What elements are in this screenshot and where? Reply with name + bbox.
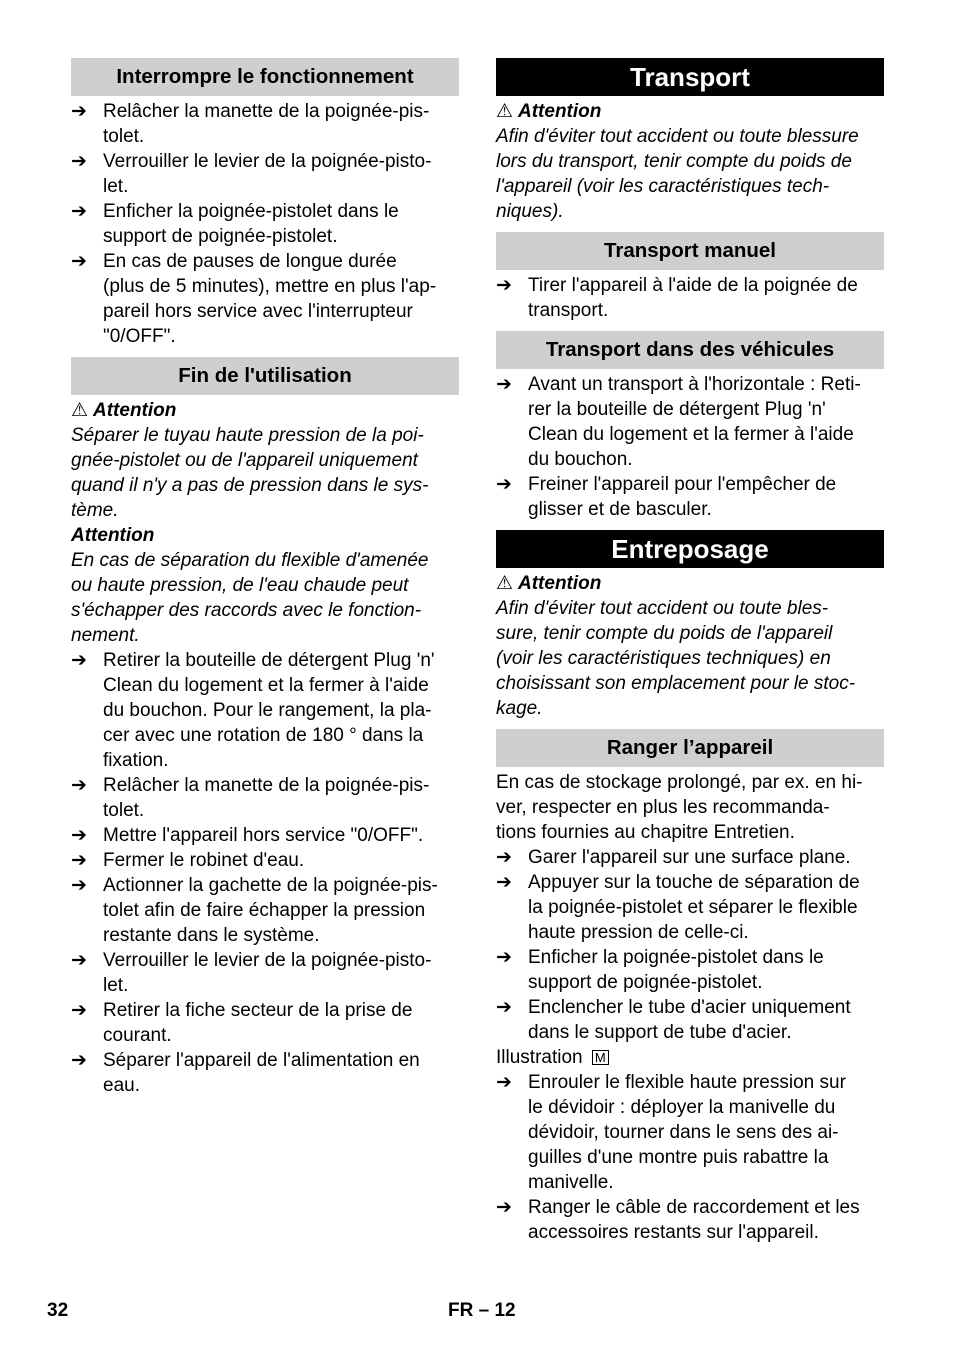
heading-transport: Transport xyxy=(496,58,884,96)
list-item-text: Enrouler le flexible haute pression sur le dévidoir : déployer la manivelle du dévidoir, tourner dans le sens des ai- guilles d'une montre puis rabattre la manivelle. xyxy=(528,1072,846,1193)
arrow-right-icon: ➔ xyxy=(71,1000,87,1021)
arrow-right-icon: ➔ xyxy=(496,1072,512,1093)
steps-interrompre xyxy=(71,99,459,349)
steps-ranger-b xyxy=(496,1070,884,1245)
steps-transport-manuel xyxy=(496,273,884,323)
list-item xyxy=(496,1070,884,1195)
list-item-text: Séparer l'appareil de l'alimentation en eau. xyxy=(103,1050,420,1096)
arrow-right-icon: ➔ xyxy=(496,947,512,968)
list-item xyxy=(496,995,884,1045)
warning-text-1: Séparer le tuyau haute pression de la poi- gnée-pistolet ou de l'appareil uniquement quand il n'y a pas de pression dans le sys- tème. xyxy=(71,425,429,521)
list-item-text: En cas de pauses de longue durée (plus de 5 minutes), mettre en plus l'ap- pareil hors service avec l'interrupteur "0/OFF". xyxy=(103,251,437,347)
heading-ranger: Ranger l’appareil xyxy=(496,729,884,767)
heading-entreposage: Entreposage xyxy=(496,530,884,568)
steps-transport-vehicules xyxy=(496,372,884,522)
warning-attention-transport xyxy=(496,99,884,124)
list-item-text: Mettre l'appareil hors service "0/OFF". xyxy=(103,825,424,846)
warning-attention-entreposage xyxy=(496,571,884,596)
warning-text-transport: Afin d'éviter tout accident ou toute blessure lors du transport, tenir compte du poids de l'appareil (voir les caractéristiques tech- niques). xyxy=(496,126,859,222)
arrow-right-icon: ➔ xyxy=(71,251,87,272)
list-item-text: Fermer le robinet d'eau. xyxy=(103,850,305,871)
list-item-text: Garer l'appareil sur une surface plane. xyxy=(528,847,851,868)
illustration-letter: M xyxy=(592,1050,609,1065)
list-item xyxy=(71,848,459,873)
list-item-text: Relâcher la manette de la poignée-pis- tolet. xyxy=(103,101,430,147)
list-item xyxy=(71,773,459,823)
heading-transport-vehicules: Transport dans des véhicules xyxy=(496,331,884,369)
arrow-right-icon: ➔ xyxy=(71,825,87,846)
arrow-right-icon: ➔ xyxy=(71,101,87,122)
list-item-text: Ranger le câble de raccordement et les accessoires restants sur l'appareil. xyxy=(528,1197,860,1243)
list-item-text: Verrouiller le levier de la poignée-pisto- let. xyxy=(103,151,432,197)
arrow-right-icon: ➔ xyxy=(496,275,512,296)
list-item-text: Verrouiller le levier de la poignée-pisto- let. xyxy=(103,950,432,996)
heading-interrompre: Interrompre le fonctionnement xyxy=(71,58,459,96)
list-item-text: Appuyer sur la touche de séparation de la poignée-pistolet et séparer le flexible haute pression de celle-ci. xyxy=(528,872,860,943)
steps-fin-utilisation xyxy=(71,648,459,1098)
list-item xyxy=(496,273,884,323)
warning-label: Attention xyxy=(93,400,177,421)
list-item-text: Tirer l'appareil à l'aide de la poignée de transport. xyxy=(528,275,858,321)
arrow-right-icon: ➔ xyxy=(71,850,87,871)
list-item-text: Avant un transport à l'horizontale : Reti- rer la bouteille de détergent Plug 'n' Clean du logement et la fermer à l'aide du bouchon. xyxy=(528,374,861,470)
arrow-right-icon: ➔ xyxy=(71,875,87,896)
warning-label-2: Attention xyxy=(71,525,155,546)
page-number: 32 xyxy=(47,1300,69,1321)
warning-attention-1 xyxy=(71,398,459,423)
list-item-text: Actionner la gachette de la poignée-pis- tolet afin de faire échapper la pression restante dans le système. xyxy=(103,875,438,946)
list-item-text: Relâcher la manette de la poignée-pis- tolet. xyxy=(103,775,430,821)
arrow-right-icon: ➔ xyxy=(496,872,512,893)
list-item-text: Enficher la poignée-pistolet dans le support de poignée-pistolet. xyxy=(528,947,824,993)
list-item-text: Retirer la fiche secteur de la prise de courant. xyxy=(103,1000,413,1046)
arrow-right-icon: ➔ xyxy=(71,775,87,796)
illustration-label: Illustration xyxy=(496,1047,583,1068)
heading-transport-manuel: Transport manuel xyxy=(496,232,884,270)
list-item-text: Freiner l'appareil pour l'empêcher de glisser et de basculer. xyxy=(528,474,837,520)
arrow-right-icon: ➔ xyxy=(71,201,87,222)
warning-text-2: En cas de séparation du flexible d'amenée ou haute pression, de l'eau chaude peut s'échapper des raccords avec le fonction- nement. xyxy=(71,550,429,646)
list-item xyxy=(496,472,884,522)
list-item-text: Retirer la bouteille de détergent Plug 'n' Clean du logement et la fermer à l'aide du bouchon. Pour le rangement, la pla- cer avec une rotation de 180 ° dans la fixation. xyxy=(103,650,435,771)
list-item xyxy=(71,998,459,1048)
heading-fin-utilisation: Fin de l'utilisation xyxy=(71,357,459,395)
list-item xyxy=(71,99,459,149)
list-item xyxy=(496,845,884,870)
arrow-right-icon: ➔ xyxy=(496,1197,512,1218)
warning-text-entreposage: Afin d'éviter tout accident ou toute bles- sure, tenir compte du poids de l'appareil (voir les caractéristiques techniques) en choisissant son emplacement pour le stoc- kage. xyxy=(496,598,856,719)
warning-label: Attention xyxy=(518,101,602,122)
arrow-right-icon: ➔ xyxy=(496,474,512,495)
arrow-right-icon: ➔ xyxy=(71,950,87,971)
list-item xyxy=(496,372,884,472)
list-item-text: Enclencher le tube d'acier uniquement dans le support de tube d'acier. xyxy=(528,997,851,1043)
list-item-text: Enficher la poignée-pistolet dans le support de poignée-pistolet. xyxy=(103,201,399,247)
arrow-right-icon: ➔ xyxy=(71,151,87,172)
ranger-intro: En cas de stockage prolongé, par ex. en hi- ver, respecter en plus les recommanda- tions fournies au chapitre Entretien. xyxy=(496,772,863,843)
warning-label: Attention xyxy=(518,573,602,594)
arrow-right-icon: ➔ xyxy=(71,650,87,671)
right-column xyxy=(496,58,884,1245)
list-item xyxy=(71,873,459,948)
list-item xyxy=(71,249,459,349)
left-column xyxy=(71,58,459,1098)
arrow-right-icon: ➔ xyxy=(496,374,512,395)
steps-ranger-a xyxy=(496,845,884,1045)
page-locale-number: FR – 12 xyxy=(448,1300,516,1321)
list-item xyxy=(496,870,884,945)
list-item xyxy=(71,1048,459,1098)
list-item xyxy=(496,945,884,995)
warning-triangle-icon: ⚠ xyxy=(71,400,89,421)
illustration-ref xyxy=(496,1045,884,1070)
warning-triangle-icon: ⚠ xyxy=(496,101,514,122)
arrow-right-icon: ➔ xyxy=(496,847,512,868)
list-item xyxy=(71,823,459,848)
arrow-right-icon: ➔ xyxy=(71,1050,87,1071)
list-item xyxy=(71,199,459,249)
list-item xyxy=(71,648,459,773)
list-item xyxy=(71,948,459,998)
arrow-right-icon: ➔ xyxy=(496,997,512,1018)
list-item xyxy=(71,149,459,199)
list-item xyxy=(496,1195,884,1245)
warning-triangle-icon: ⚠ xyxy=(496,573,514,594)
